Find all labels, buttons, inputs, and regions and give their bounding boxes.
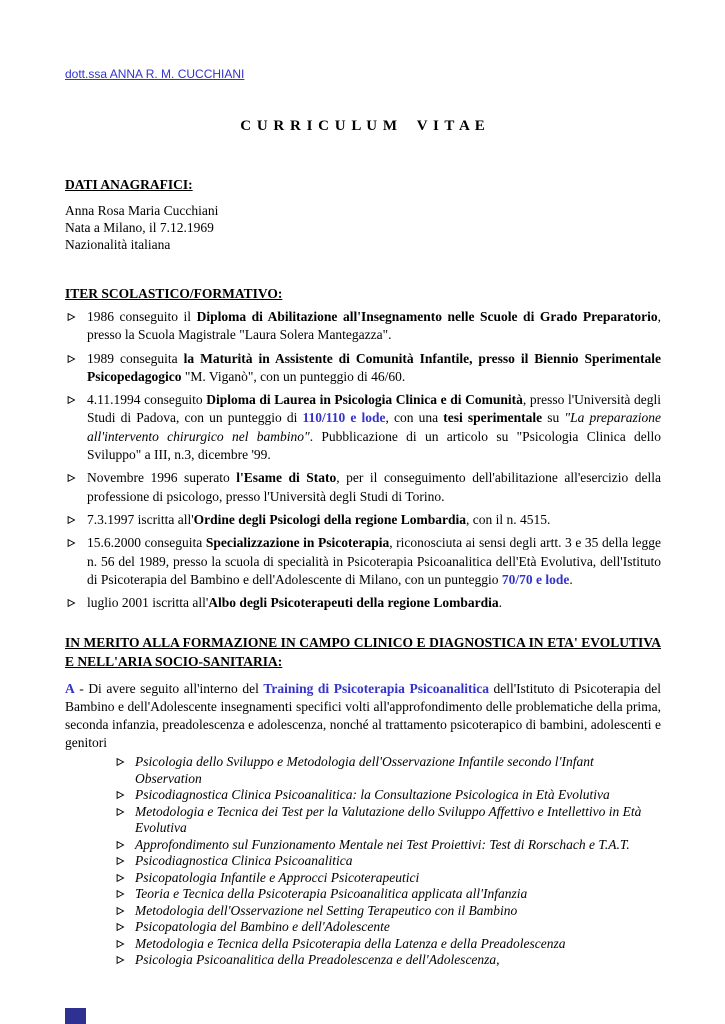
text-segment: Training di Psicoterapia Psicoanalitica bbox=[263, 681, 489, 697]
list-item bbox=[115, 952, 661, 969]
arrow-bullet-icon bbox=[116, 906, 125, 916]
text-segment: . Pubblicazione di un articolo su "Psicologia Clinica dello Sviluppo" a III, n.3, dicembre '99. bbox=[87, 428, 661, 463]
text-segment: 110/110 e lode bbox=[302, 410, 386, 426]
list-item-text bbox=[135, 952, 500, 967]
section-heading-dati-anagrafici: DATI ANAGRAFICI: bbox=[65, 177, 193, 192]
list-item bbox=[65, 534, 661, 589]
arrow-bullet-icon bbox=[67, 538, 76, 548]
list-item-text bbox=[87, 392, 661, 462]
text-segment: , presso l'Università degli Studi di Padova, con un punteggio di bbox=[87, 392, 662, 426]
list-item-text bbox=[135, 903, 517, 918]
training-topics-list bbox=[115, 754, 661, 969]
list-item bbox=[115, 787, 661, 804]
info-line-nationality: Nazionalità italiana bbox=[65, 237, 171, 252]
list-item bbox=[115, 853, 661, 870]
text-segment: Psicopatologia del Bambino e dell'Adolescente bbox=[135, 919, 390, 935]
text-segment: , riconosciuta ai sensi degli artt. 3 e 35 della legge n. 56 del 1989, presso la scuola di specialità in Psicoterapia Psicoanalitica dell'Età Evolutiva, dell'Istituto di Psicoterapia del Bambino e dell'Adolescente di Milano, con un punteggio bbox=[87, 535, 661, 587]
arrow-bullet-icon bbox=[67, 473, 76, 483]
iter-scolastico-list bbox=[65, 308, 661, 612]
arrow-bullet-icon bbox=[116, 790, 125, 800]
text-segment: luglio 2001 iscritta all' bbox=[87, 595, 209, 611]
list-item-text bbox=[135, 936, 566, 951]
training-intro-paragraph bbox=[65, 680, 661, 752]
list-item bbox=[65, 350, 661, 387]
text-segment: , per il conseguimento dell'abilitazione all'esercizio della professione di psicologo, presso l'Università degli Studi di Torino. bbox=[87, 470, 661, 504]
list-item-text bbox=[87, 512, 550, 527]
text-segment: Specializzazione in Psicoterapia bbox=[205, 535, 390, 551]
list-item bbox=[65, 391, 661, 464]
list-item bbox=[115, 903, 661, 920]
arrow-bullet-icon bbox=[116, 922, 125, 932]
text-segment: "M. Viganò", con un punteggio di 46/60. bbox=[181, 368, 406, 384]
doctor-name-link[interactable]: dott.ssa ANNA R. M. CUCCHIANI bbox=[65, 67, 245, 81]
text-segment: , presso la Scuola Magistrale "Laura Solera Mantegazza". bbox=[87, 309, 661, 343]
list-item bbox=[115, 837, 661, 854]
text-segment: - Di avere seguito all'interno del bbox=[74, 681, 264, 697]
text-segment: Psicologia Psicoanalitica della Preadolescenza e dell'Adolescenza, bbox=[135, 952, 500, 968]
list-item-text bbox=[135, 853, 352, 868]
section-heading-formazione: IN MERITO ALLA FORMAZIONE IN CAMPO CLINICO E DIAGNOSTICA IN ETA' EVOLUTIVA E NELL'ARIA SOCIO-SANITARIA: bbox=[65, 635, 661, 669]
text-segment: "La preparazione all'intervento chirurgico nel bambino" bbox=[87, 410, 661, 444]
list-item bbox=[65, 594, 661, 612]
arrow-bullet-icon bbox=[116, 955, 125, 965]
list-item-text bbox=[87, 535, 661, 587]
list-item-text bbox=[135, 837, 630, 852]
text-segment: Diploma di Laurea in Psicologia Clinica e di Comunità bbox=[206, 392, 523, 408]
arrow-bullet-icon bbox=[67, 354, 76, 364]
text-segment: su bbox=[542, 410, 565, 426]
page-bottom-artifact bbox=[65, 1008, 86, 1024]
personal-info bbox=[65, 202, 661, 253]
text-segment: Approfondimento sul Funzionamento Mentale nei Test Proiettivi: Test di Rorschach e T.A.T. bbox=[135, 836, 630, 852]
text-segment: dell'Istituto di Psicoterapia del Bambino e dell'Adolescente insegnamenti specifici volti all'approfondimento delle problematiche della prima, seconda infanzia, preadolescenza e adolescenza, nonché al trattamento psicoterapico di bambini, adolescenti e genitori bbox=[65, 681, 661, 751]
list-item-text bbox=[87, 595, 502, 610]
list-item-text bbox=[135, 787, 610, 802]
section-heading-iter-scolastico: ITER SCOLASTICO/FORMATIVO: bbox=[65, 286, 283, 301]
list-item-text bbox=[87, 351, 661, 384]
arrow-bullet-icon bbox=[116, 807, 125, 817]
list-item-text bbox=[87, 470, 661, 503]
list-item-text bbox=[87, 309, 661, 342]
text-segment: , con il n. 4515. bbox=[466, 511, 551, 527]
list-item-text bbox=[135, 886, 527, 901]
text-segment: Metodologia dell'Osservazione nel Setting Terapeutico con il Bambino bbox=[135, 902, 518, 918]
list-item bbox=[115, 870, 661, 887]
text-segment: 15.6.2000 conseguita bbox=[87, 535, 206, 551]
info-line-birth: Nata a Milano, il 7.12.1969 bbox=[65, 220, 214, 235]
list-item-text bbox=[135, 754, 594, 786]
arrow-bullet-icon bbox=[116, 939, 125, 949]
arrow-bullet-icon bbox=[67, 312, 76, 322]
list-item bbox=[115, 804, 661, 837]
text-segment: 4.11.1994 conseguito bbox=[87, 392, 207, 408]
arrow-bullet-icon bbox=[67, 395, 76, 405]
text-segment: Novembre 1996 superato bbox=[87, 470, 237, 486]
text-segment: Metodologia e Tecnica dei Test per la Valutazione dello Sviluppo Affettivo e Intellettivo in Età Evolutiva bbox=[135, 803, 642, 836]
text-segment: 1989 conseguita bbox=[87, 350, 184, 366]
text-segment: Albo degli Psicoterapeuti della regione Lombardia bbox=[208, 595, 499, 611]
text-segment: , con una bbox=[385, 410, 444, 426]
text-segment: Diploma di Abilitazione all'Insegnamento nelle Scuole di Grado Preparatorio bbox=[196, 309, 658, 324]
text-segment: 7.3.1997 iscritta all' bbox=[87, 511, 194, 527]
arrow-bullet-icon bbox=[67, 515, 76, 525]
text-segment: . bbox=[569, 571, 573, 587]
list-item bbox=[115, 754, 661, 787]
text-segment: 1986 conseguito il bbox=[87, 309, 197, 324]
info-line-name: Anna Rosa Maria Cucchiani bbox=[65, 203, 219, 218]
list-item-text bbox=[135, 919, 390, 934]
list-item bbox=[65, 308, 661, 345]
text-segment: tesi sperimentale bbox=[443, 410, 543, 426]
text-segment: Psicodiagnostica Clinica Psicoanalitica bbox=[135, 853, 353, 869]
list-item bbox=[115, 886, 661, 903]
text-segment: Teoria e Tecnica della Psicoterapia Psicoanalitica applicata all'Infanzia bbox=[135, 886, 528, 902]
arrow-bullet-icon bbox=[116, 873, 125, 883]
list-item bbox=[65, 511, 661, 529]
arrow-bullet-icon bbox=[116, 856, 125, 866]
list-item-text bbox=[135, 804, 641, 836]
list-item bbox=[115, 936, 661, 953]
list-item bbox=[65, 469, 661, 506]
text-segment: 70/70 e lode bbox=[501, 571, 570, 587]
text-segment: . bbox=[498, 595, 503, 611]
text-segment: Psicodiagnostica Clinica Psicoanalitica: la Consultazione Psicologica in Età Evolutiva bbox=[135, 787, 610, 803]
text-segment: Metodologia e Tecnica della Psicoterapia della Latenza e della Preadolescenza bbox=[135, 935, 566, 951]
arrow-bullet-icon bbox=[116, 757, 125, 767]
page-title: C U R R I C U L U M V I T A E bbox=[240, 118, 486, 134]
text-segment: Psicopatologia Infantile e Approcci Psicoterapeutici bbox=[135, 869, 420, 885]
text-segment: A bbox=[65, 681, 75, 697]
arrow-bullet-icon bbox=[116, 840, 125, 850]
text-segment: l'Esame di Stato bbox=[236, 470, 337, 486]
list-item-text bbox=[135, 870, 419, 885]
text-segment: Psicologia dello Sviluppo e Metodologia dell'Osservazione Infantile secondo l'Infant Observation bbox=[135, 754, 594, 786]
text-segment: Ordine degli Psicologi della regione Lombardia bbox=[193, 511, 467, 527]
list-item bbox=[115, 919, 661, 936]
arrow-bullet-icon bbox=[116, 889, 125, 899]
arrow-bullet-icon bbox=[67, 598, 76, 608]
text-segment: la Maturità in Assistente di Comunità Infantile, presso il Biennio Sperimentale Psicopedagogico bbox=[87, 350, 661, 384]
